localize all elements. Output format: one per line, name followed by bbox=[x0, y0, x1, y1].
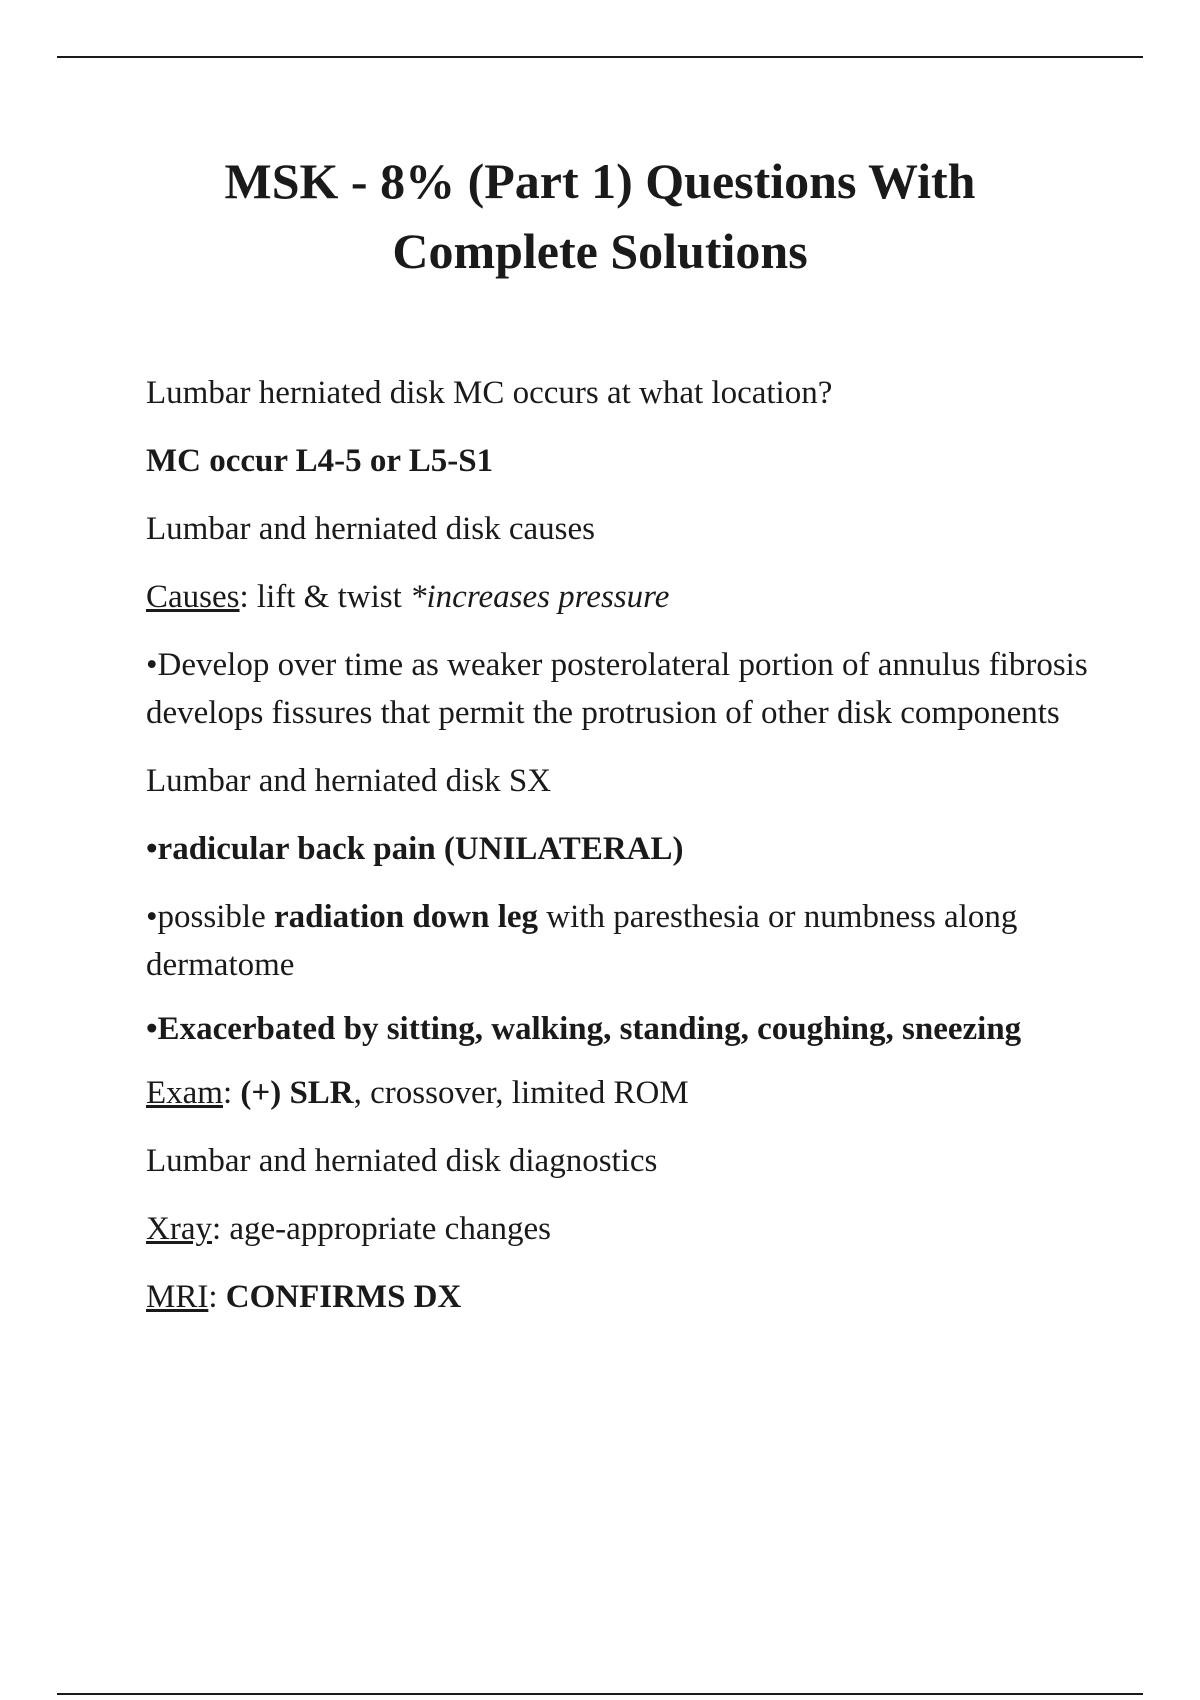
answer-location: MC occur L4-5 or L5-S1 bbox=[146, 443, 494, 479]
mri-sep: : bbox=[208, 1279, 226, 1315]
page-title bbox=[100, 146, 1100, 286]
symptom-radicular-pain: •radicular back pain (UNILATERAL) bbox=[146, 831, 684, 867]
causes-text: : lift & twist bbox=[239, 579, 411, 615]
exam-label: Exam bbox=[146, 1075, 223, 1111]
question-location: Lumbar herniated disk MC occurs at what location? bbox=[146, 375, 833, 411]
symptom-radiation bbox=[146, 893, 1106, 989]
sx2-prefix: •possible bbox=[146, 899, 274, 935]
top-rule bbox=[57, 56, 1143, 58]
answer-causes bbox=[146, 573, 1106, 621]
causes-note: *increases pressure bbox=[410, 579, 670, 615]
exam-line bbox=[146, 1069, 1106, 1117]
title-line-2: Complete Solutions bbox=[392, 223, 808, 279]
sx2-suffix: with paresthesia or numbness along dermatome bbox=[146, 899, 1018, 983]
title-line-1: MSK - 8% (Part 1) Questions With bbox=[224, 153, 976, 209]
causes-label: Causes bbox=[146, 579, 240, 615]
bottom-rule bbox=[57, 1693, 1143, 1695]
exam-bold: (+) SLR bbox=[240, 1075, 354, 1111]
question-causes: Lumbar and herniated disk causes bbox=[146, 511, 596, 547]
mri-bold: CONFIRMS DX bbox=[225, 1279, 462, 1315]
xray-text: : age-appropriate changes bbox=[211, 1211, 551, 1247]
exam-sep: : bbox=[222, 1075, 241, 1111]
question-symptoms: Lumbar and herniated disk SX bbox=[146, 763, 552, 799]
mri-label: MRI bbox=[146, 1279, 209, 1315]
develop-text: •Develop over time as weaker posterolateral portion of annulus fibrosis develops fissures that permit the protrusion of other disk components bbox=[146, 647, 1088, 731]
document-body bbox=[146, 369, 1106, 1341]
mri-line bbox=[146, 1273, 1106, 1321]
symptom-exacerbated: •Exacerbated by sitting, walking, standing, coughing, sneezing bbox=[146, 1011, 1022, 1047]
xray-line bbox=[146, 1205, 1106, 1253]
exam-rest: , crossover, limited ROM bbox=[353, 1075, 689, 1111]
sx2-bold: radiation down leg bbox=[273, 899, 539, 935]
xray-label: Xray bbox=[146, 1211, 212, 1247]
question-diagnostics: Lumbar and herniated disk diagnostics bbox=[146, 1143, 658, 1179]
